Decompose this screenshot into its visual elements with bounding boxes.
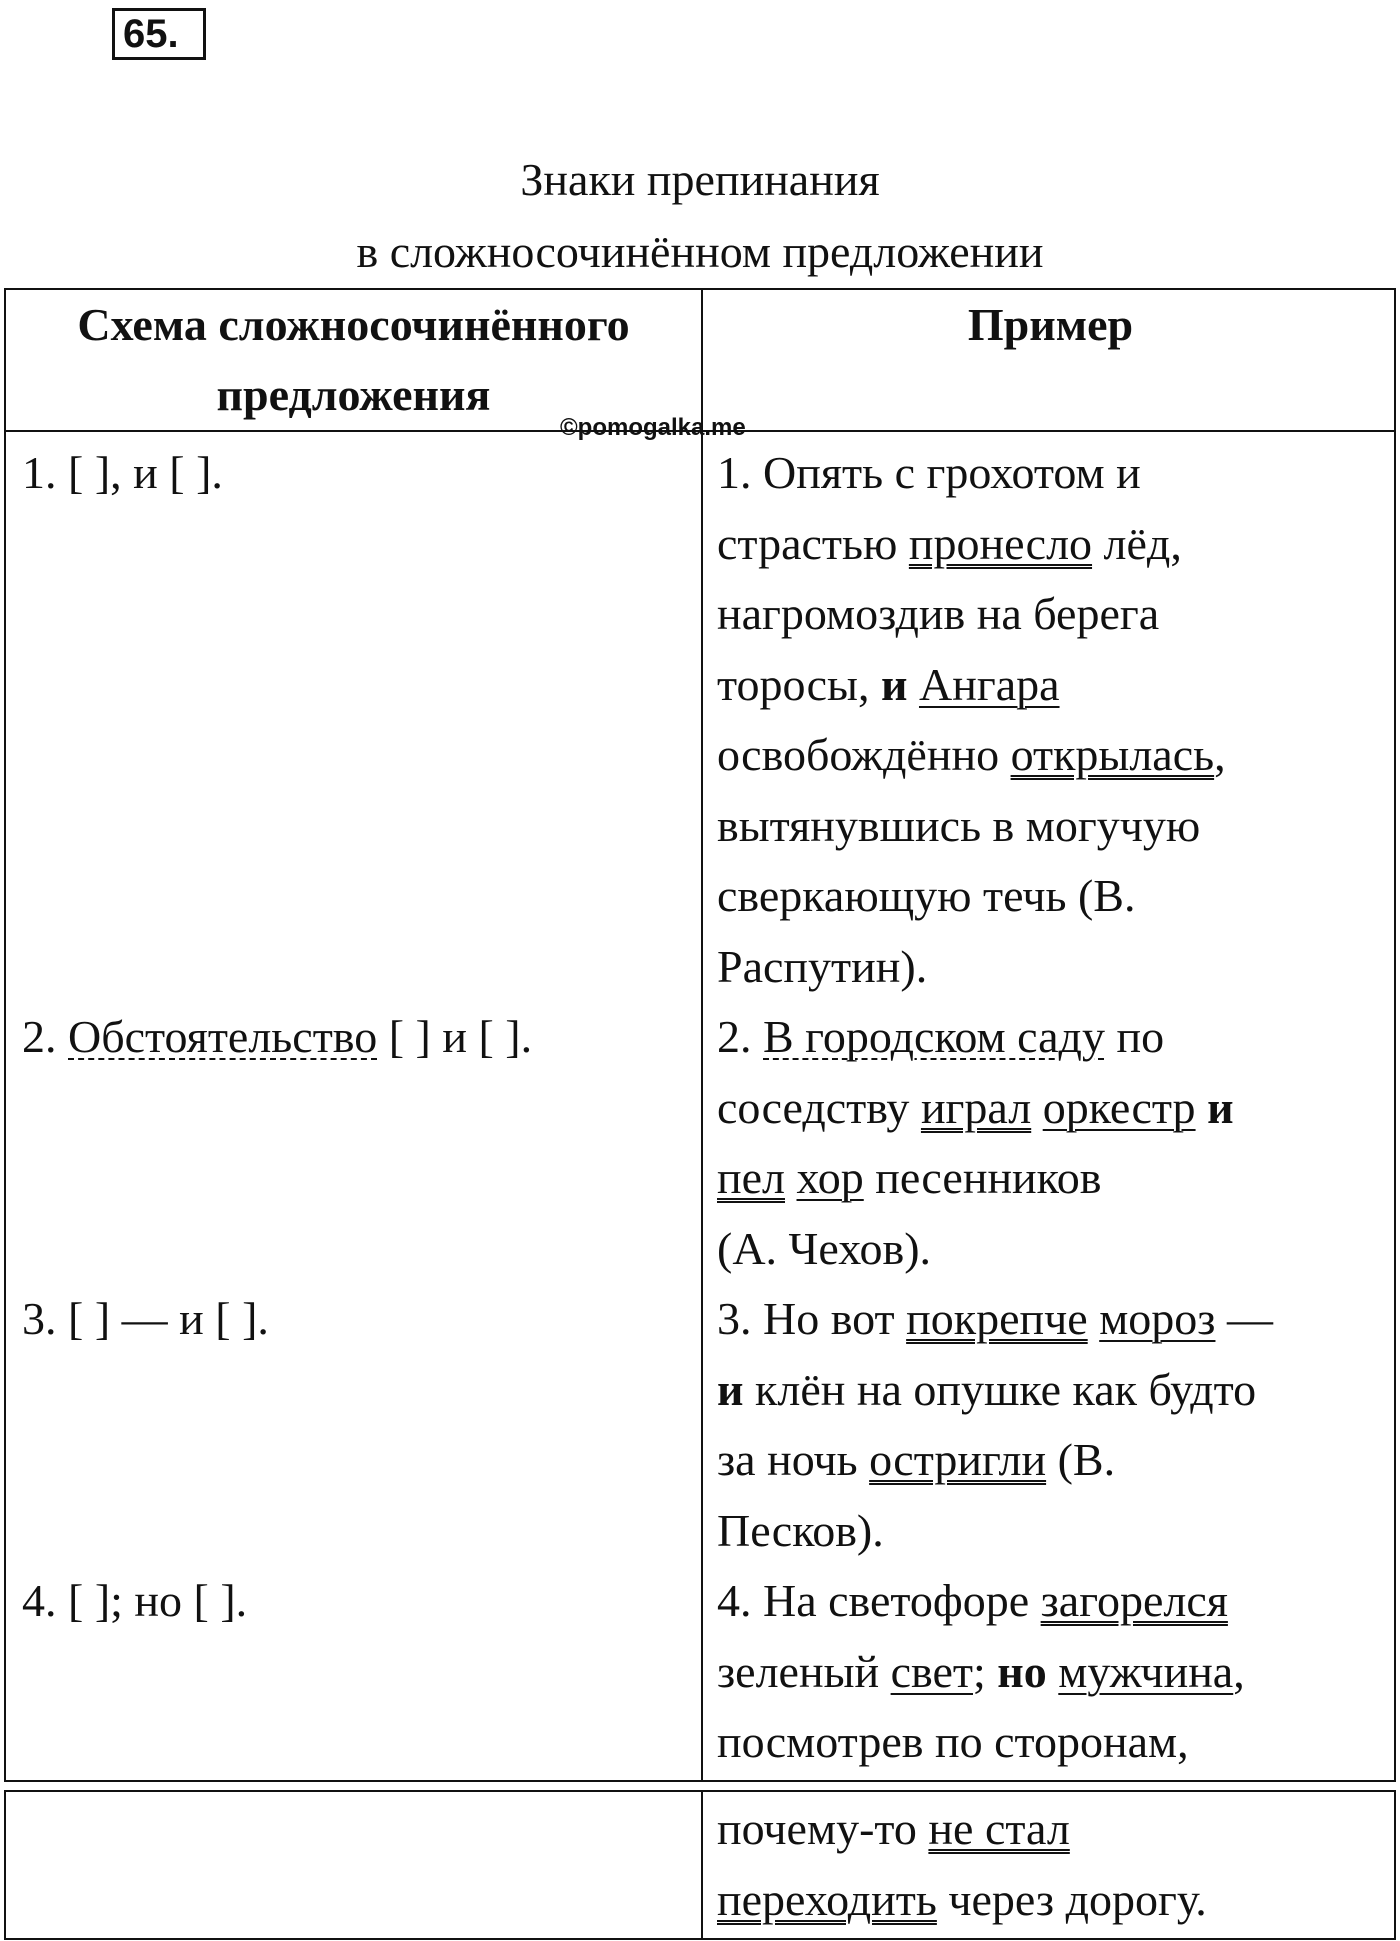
text-segment: торосы, [717,658,881,710]
text-segment: Распутин). [717,940,928,992]
text-segment: 3. Но вот [717,1293,907,1344]
example-line [717,579,1273,650]
example-line [717,1143,1273,1214]
subject: мороз [1099,1293,1216,1344]
column-divider [701,1792,703,1938]
predicate: играл [920,1081,1032,1133]
example-line [717,1865,1207,1936]
example-line [717,650,1273,721]
exercise-number: 65. [112,8,206,60]
example-block [717,438,1273,1778]
text-segment: по [1104,1011,1165,1062]
example-line [717,1707,1273,1778]
text-segment: через дорогу. [936,1873,1207,1925]
subject: мужчина [1058,1645,1234,1697]
example-line [717,932,1273,1003]
predicate: пел [717,1152,785,1203]
predicate: остригли [869,1434,1047,1485]
example-line [717,1566,1273,1637]
text-segment: сверкающую течь (В. [717,870,1136,921]
adverbial: В городском саду [763,1011,1105,1062]
subject: свет [890,1645,973,1697]
scheme-1: 1. [ ], и [ ]. [22,447,223,498]
example-line [717,1355,1273,1426]
example-line [717,1496,1273,1567]
example-line [717,720,1273,791]
header-scheme-line-2: предложения [216,369,491,420]
example-line [717,861,1273,932]
example-line [717,1425,1273,1496]
text-segment: вытянувшись в могучую [717,799,1201,851]
predicate: покрепче [906,1293,1088,1344]
scheme-2-prefix: 2. [22,1011,68,1062]
example-line [717,1214,1273,1285]
scheme-2-adverbial: Обстоятельство [68,1011,378,1062]
header-example: Пример [967,299,1134,350]
punctuation-table [4,288,1396,1782]
column-divider [701,290,703,1780]
example-line [717,1637,1273,1708]
text-segment: за ночь [717,1434,870,1485]
table-continuation [4,1790,1396,1940]
text-segment: — [1215,1293,1273,1344]
scheme-2 [22,1002,532,1073]
subject: хор [796,1152,864,1203]
text-segment [1088,1293,1100,1344]
text-segment: , [1214,729,1226,780]
text-segment: зеленый [717,1645,891,1697]
example-line [717,1794,1207,1865]
text-segment: 2. [717,1011,763,1062]
text-segment: посмотрев по сторонам, [717,1716,1189,1767]
text-segment: страстью [717,517,909,569]
text-segment [907,659,919,710]
scheme-2-rest: [ ] и [ ]. [377,1011,533,1062]
example-line [717,509,1273,580]
header-scheme [6,290,701,430]
conjunction: но [997,1645,1047,1697]
text-segment: ; [973,1645,998,1697]
text-segment: 4. На светофоре [717,1575,1041,1626]
text-segment [1196,1082,1208,1133]
conjunction: и [717,1363,744,1415]
text-segment: (В. [1046,1434,1116,1485]
example-line [717,1073,1273,1144]
predicate: пронесло [908,517,1093,569]
text-segment: 1. Опять с грохотом и [717,447,1141,498]
header-scheme-line-1: Схема сложносочинённого [77,299,630,350]
text-segment: почему-то [717,1803,929,1854]
predicate: открылась [1010,729,1215,780]
text-segment [1047,1646,1059,1697]
subject: Ангара [918,658,1060,710]
example-line [717,1002,1273,1073]
text-segment: песенников [863,1152,1102,1203]
conjunction: и [880,658,908,710]
predicate: загорелся [1040,1575,1228,1626]
example-line [717,791,1273,862]
text-segment [785,1152,797,1203]
text-segment: Песков). [717,1504,884,1556]
watermark: ©pomogalka.me [560,414,746,441]
text-segment: соседству [717,1081,921,1133]
predicate: переходить [717,1873,937,1925]
text-segment: нагромоздив на берега [717,588,1160,639]
table-title-line-1: Знаки препинания [520,154,880,205]
text-segment: , [1233,1645,1245,1697]
text-segment: (А. Чехов). [717,1222,932,1274]
predicate: не стал [928,1803,1070,1854]
text-segment: клён на опушке как будто [743,1363,1257,1415]
scheme-3: 3. [ ] — и [ ]. [22,1293,269,1344]
example-line [717,438,1273,509]
text-segment [1031,1082,1043,1133]
conjunction: и [1207,1081,1234,1133]
scheme-4: 4. [ ]; но [ ]. [22,1575,248,1626]
text-segment: освобождённо [717,729,1011,780]
subject: оркестр [1042,1081,1196,1133]
text-segment: лёд, [1092,517,1182,569]
table-title-line-2: в сложносочинённом предложении [356,226,1044,277]
example-4-continued [717,1794,1207,1935]
example-line [717,1284,1273,1355]
